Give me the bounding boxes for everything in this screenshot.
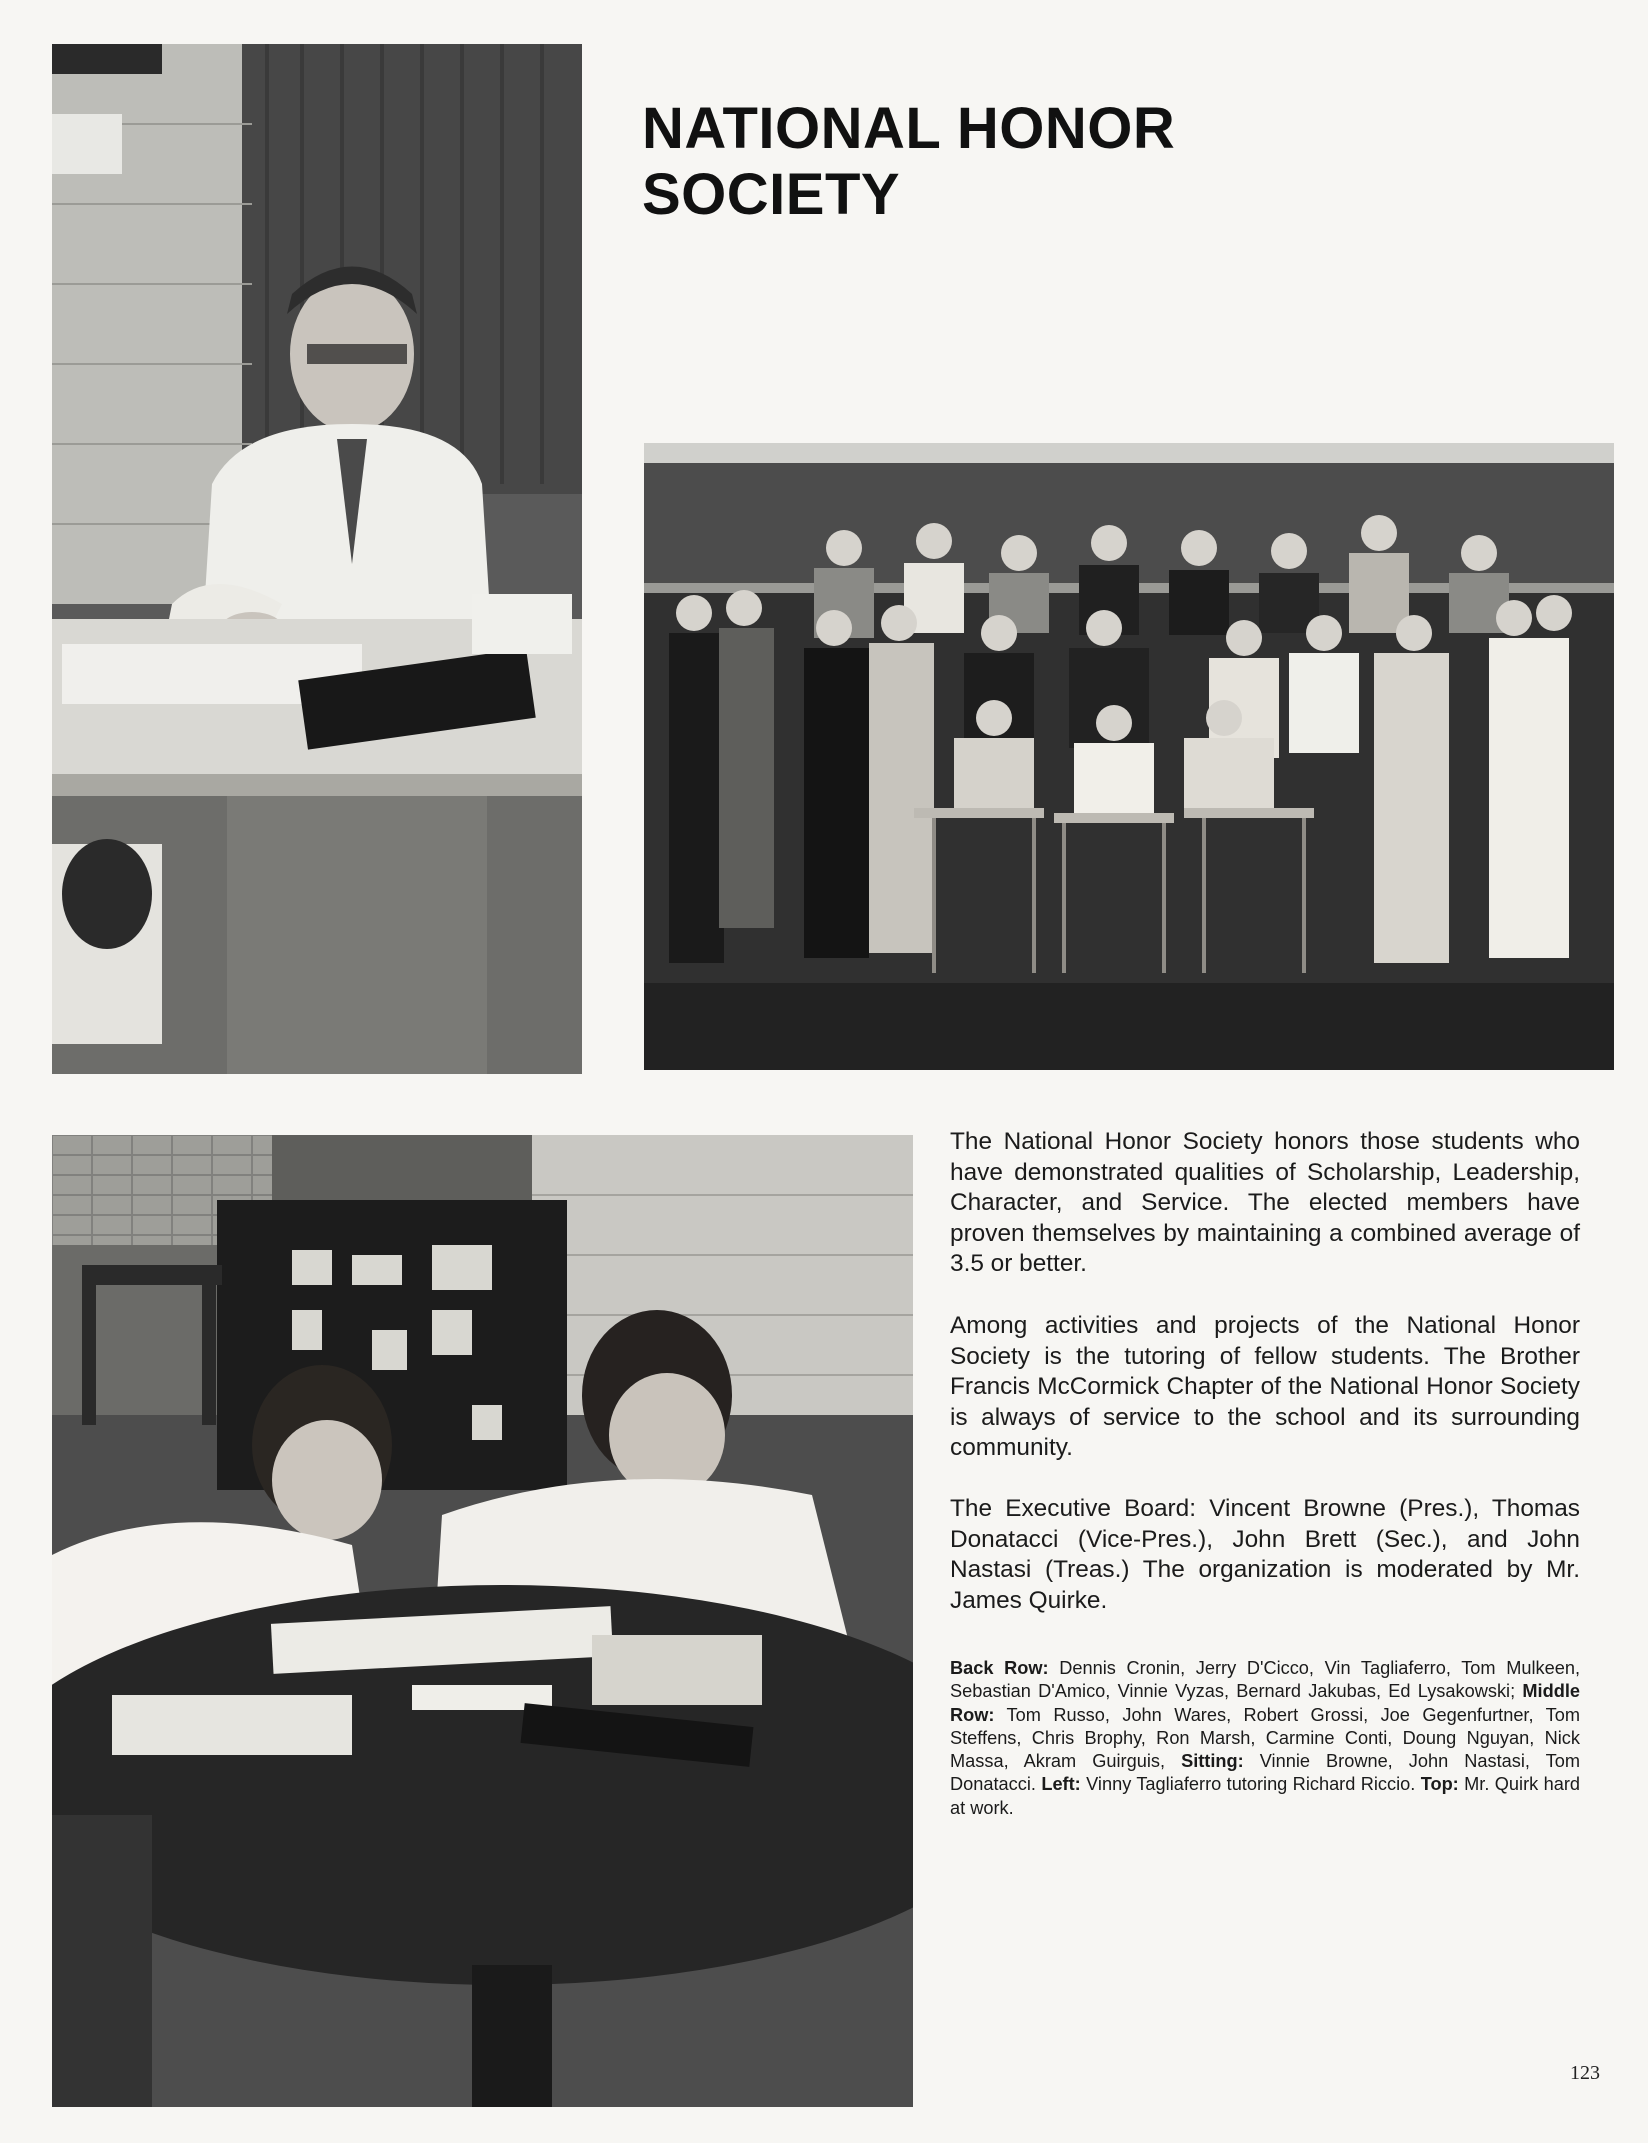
caption-sitting-label: Sitting: [1181, 1751, 1244, 1772]
caption-middle-row-names: Tom Russo, John Wares, Robert Grossi, Joe Gegenfurtner, Tom Steffens, Chris Brophy, Ron Marsh, Carmine Conti, Doung Nguyan, Nick Massa, Akram Guirguis, [950, 1704, 1580, 1772]
caption-back-row-names: Dennis Cronin, Jerry D'Cicco, Vin Tagliaferro, Tom Mulkeen, Sebastian D'Amico, Vinnie Vyzas, Bernard Jakubas, Ed Lysakowski; [950, 1658, 1580, 1702]
page-title [642, 96, 1342, 228]
photo-caption [950, 1657, 1580, 1820]
caption-middle-row-label: Middle Row: [950, 1681, 1580, 1725]
photo-teacher-at-desk [52, 44, 582, 1074]
page-title-line-1: NATIONAL HONOR [642, 96, 1176, 161]
photo-tutoring [52, 1135, 913, 2107]
executive-board-paragraph: The Executive Board: Vincent Browne (Pres.), Thomas Donatacci (Vice-Pres.), John Brett (Sec.), and John Nastasi (Treas.) The organization is moderated by Mr. James Quirke. [950, 1495, 1580, 1614]
intro-paragraph: The National Honor Society honors those students who have demonstrated qualities of Scholarship, Leadership, Character, and Service. The elected members have proven themselves by maintaining a combined average of 3.5 or better. [950, 1128, 1580, 1277]
caption-sitting-names: Vinnie Browne, John Nastasi, Tom Donatacci. [950, 1751, 1581, 1795]
caption-back-row-label: Back Row: [950, 1658, 1049, 1678]
caption-top-text: Mr. Quirk hard at work. [950, 1774, 1581, 1818]
caption-left-text: Vinny Tagliaferro tutoring Richard Riccio. [1086, 1774, 1416, 1795]
page-title-line-2: SOCIETY [642, 162, 901, 227]
photo-group-portrait [644, 443, 1614, 1070]
activities-paragraph: Among activities and projects of the National Honor Society is the tutoring of fellow students. The Brother Francis McCormick Chapter of the National Honor Society is always of service to the school and its surrounding community. [950, 1312, 1580, 1461]
caption-left-label: Left: [1041, 1774, 1081, 1795]
caption-top-label: Top: [1420, 1774, 1459, 1795]
page-number: 123 [1570, 2062, 1600, 2084]
